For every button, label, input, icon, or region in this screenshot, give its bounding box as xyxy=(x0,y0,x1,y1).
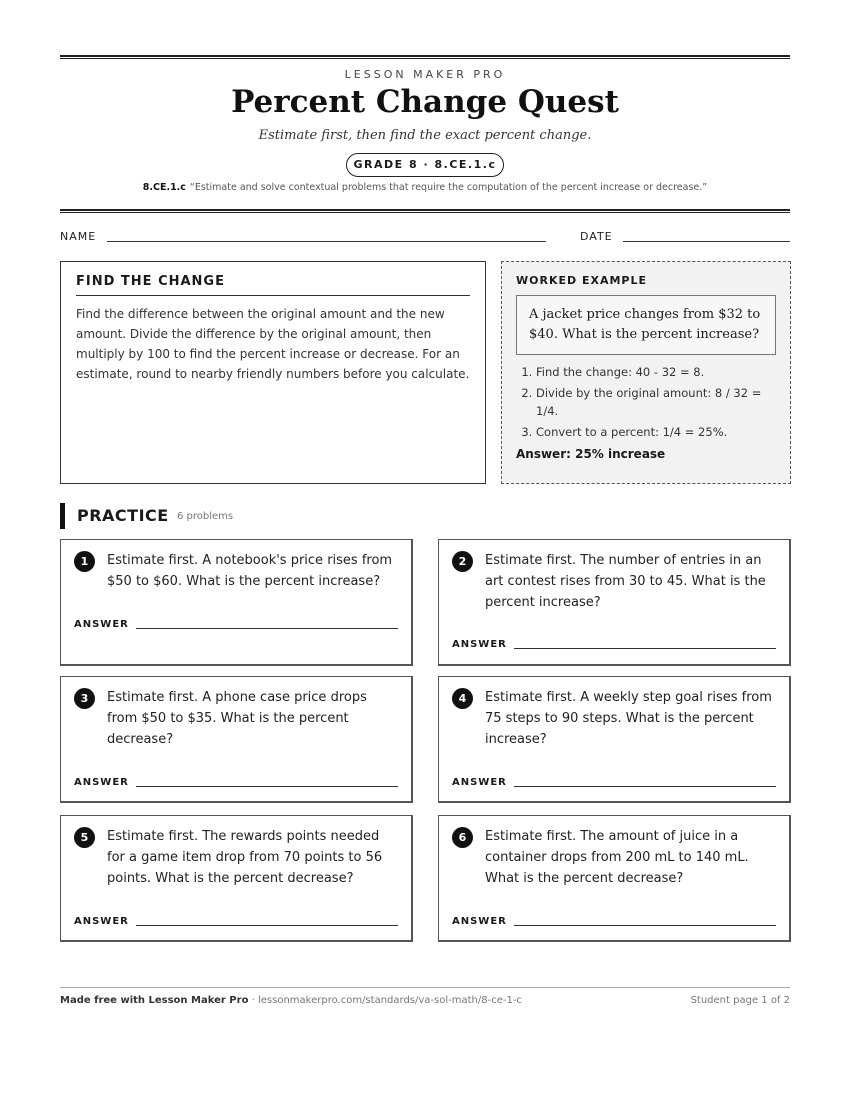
problem-text: Estimate first. The rewards points needed for a game item drop from 70 points to 56 points. What is the percent decrease? xyxy=(107,829,383,886)
footer-rule xyxy=(60,987,790,988)
answer-line[interactable] xyxy=(514,648,776,649)
answer-label: ANSWER xyxy=(74,916,129,927)
name-label: NAME xyxy=(60,230,97,243)
problem-number-badge: 5 xyxy=(74,827,95,848)
problem-number-badge: 1 xyxy=(74,551,95,572)
standard-description xyxy=(0,182,850,193)
answer-label: ANSWER xyxy=(74,777,129,788)
practice-heading: PRACTICE xyxy=(77,506,169,525)
footer-credit xyxy=(60,995,522,1006)
answer-line[interactable] xyxy=(136,925,398,926)
problem-text: Estimate first. The amount of juice in a container drops from 200 mL to 140 mL. What is the percent decrease? xyxy=(485,829,749,886)
find-the-change-body: Find the difference between the original amount and the new amount. Divide the difference by the original amount, then multiply by 100 to find the percent increase or decrease. For an estimate, round to nearby friendly numbers before you calculate. xyxy=(76,307,470,381)
problem-card-1 xyxy=(60,539,413,666)
worked-example-step: 2. Divide by the original amount: 8 / 32 = 1/4. xyxy=(536,384,776,420)
problem-card-5 xyxy=(60,815,413,942)
answer-line[interactable] xyxy=(514,786,776,787)
footer-url[interactable]: · lessonmakerpro.com/standards/va-sol-math/8-ce-1-c xyxy=(248,995,522,1006)
problem-text: Estimate first. A weekly step goal rises from 75 steps to 90 steps. What is the percent increase? xyxy=(485,690,772,747)
problem-text: Estimate first. A phone case price drops from $50 to $35. What is the percent decrease? xyxy=(107,690,367,747)
problem-number-badge: 3 xyxy=(74,688,95,709)
date-field-line[interactable] xyxy=(623,241,790,242)
answer-line[interactable] xyxy=(136,786,398,787)
worked-example-box xyxy=(501,261,791,484)
name-field-line[interactable] xyxy=(107,241,546,242)
standard-text: “Estimate and solve contextual problems that require the computation of the percent increase or decrease.” xyxy=(189,182,708,193)
worked-example-steps xyxy=(516,363,776,441)
problem-card-4 xyxy=(438,676,791,803)
worked-example-step: 3. Convert to a percent: 1/4 = 25%. xyxy=(536,423,776,441)
practice-count: 6 problems xyxy=(177,511,234,522)
worked-example-step: 1. Find the change: 40 - 32 = 8. xyxy=(536,363,776,381)
answer-label: ANSWER xyxy=(452,777,507,788)
find-the-change-box xyxy=(60,261,486,484)
problem-text: Estimate first. The number of entries in an art contest rises from 30 to 45. What is the percent increase? xyxy=(485,553,766,610)
problem-number-badge: 2 xyxy=(452,551,473,572)
problem-number-badge: 6 xyxy=(452,827,473,848)
practice-accent-bar xyxy=(60,503,65,529)
grade-badge: GRADE 8 · 8.CE.1.c xyxy=(346,153,504,177)
problem-card-3 xyxy=(60,676,413,803)
answer-label: ANSWER xyxy=(452,916,507,927)
problem-text: Estimate first. A notebook's price rises from $50 to $60. What is the percent increase? xyxy=(107,553,393,589)
page-subtitle: Estimate first, then find the exact percent change. xyxy=(258,128,592,143)
brand-name: LESSON MAKER PRO xyxy=(344,68,506,81)
worked-example-heading: WORKED EXAMPLE xyxy=(516,274,647,287)
find-the-change-heading: FIND THE CHANGE xyxy=(76,274,470,296)
page-title: Percent Change Quest xyxy=(231,84,619,120)
worked-example-answer: Answer: 25% increase xyxy=(516,447,666,461)
footer-page-number: Student page 1 of 2 xyxy=(690,995,790,1006)
problem-card-6 xyxy=(438,815,791,942)
problem-number-badge: 4 xyxy=(452,688,473,709)
answer-label: ANSWER xyxy=(452,639,507,650)
answer-line[interactable] xyxy=(136,628,398,629)
answer-line[interactable] xyxy=(514,925,776,926)
date-label: DATE xyxy=(580,230,613,243)
footer-made-with: Made free with Lesson Maker Pro xyxy=(60,995,249,1006)
top-double-rule xyxy=(60,55,790,59)
worked-example-question: A jacket price changes from $32 to $40. What is the percent increase? xyxy=(516,295,776,355)
problem-card-2 xyxy=(438,539,791,666)
standard-code: 8.CE.1.c xyxy=(142,182,186,193)
answer-label: ANSWER xyxy=(74,619,129,630)
header-bottom-double-rule xyxy=(60,209,790,213)
